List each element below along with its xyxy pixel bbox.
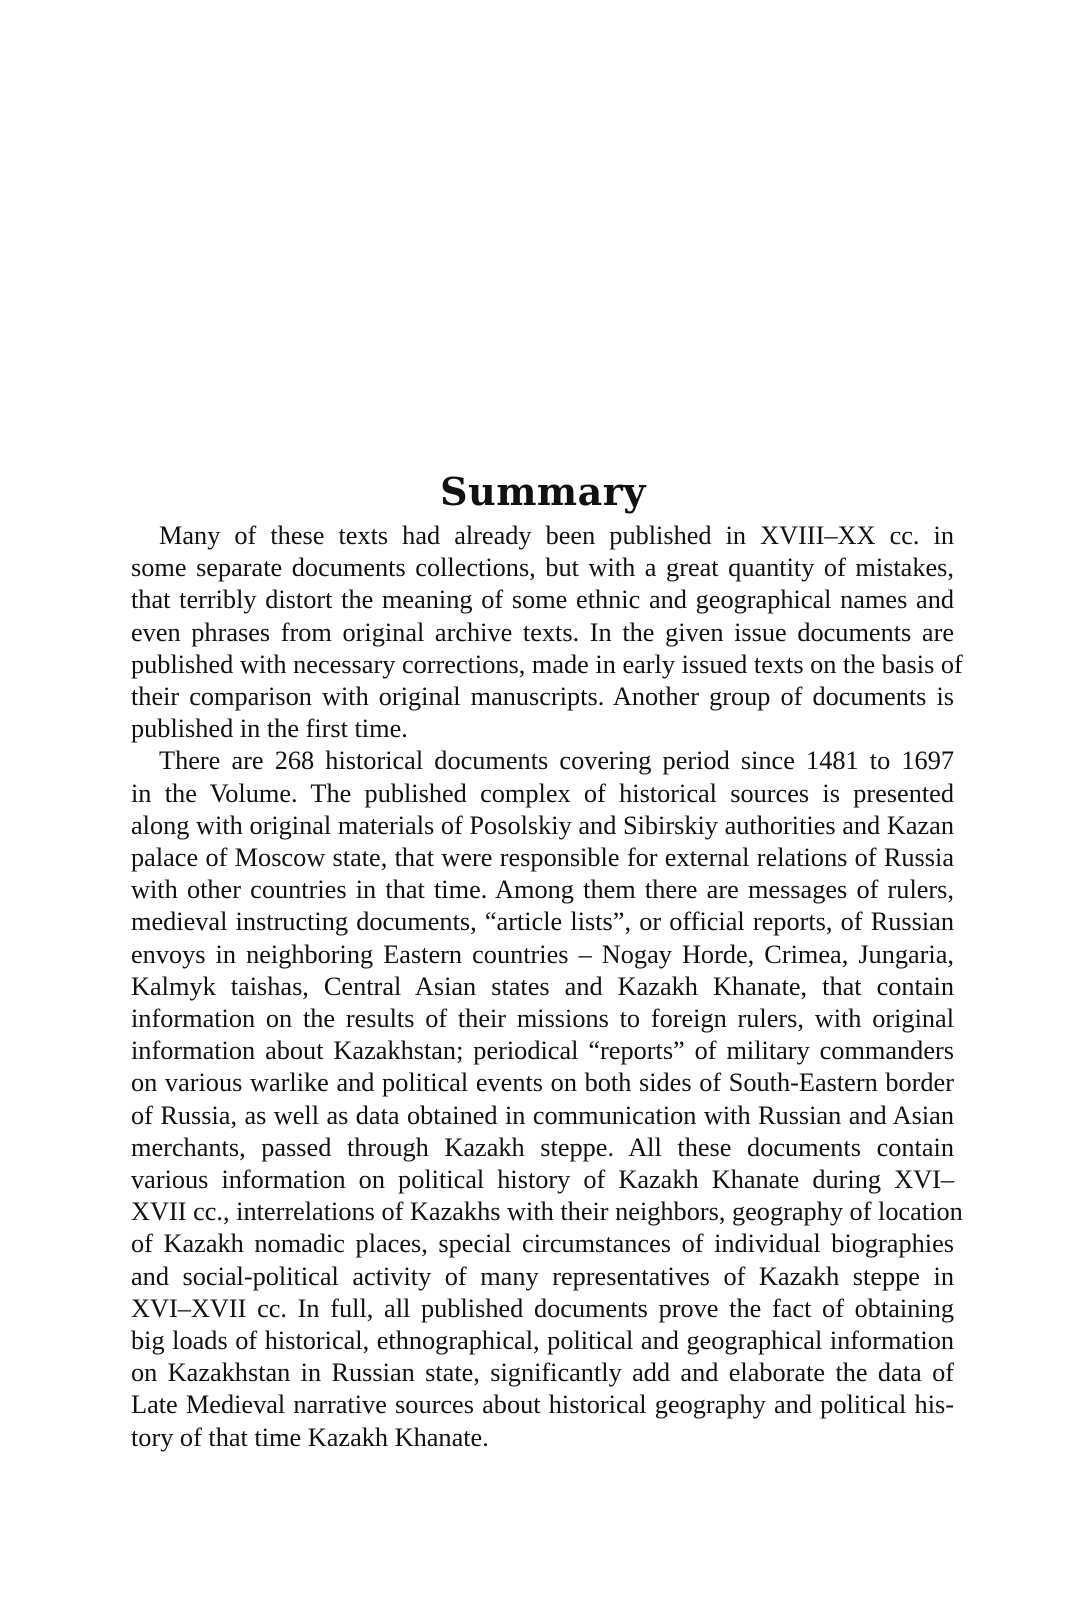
text-line: various information on political history of Kazakh Khanate during XVI– bbox=[131, 1165, 954, 1195]
text-line: Kalmyk taishas, Central Asian states and Kazakh Khanate, that contain bbox=[131, 971, 954, 1001]
text-line: envoys in neighboring Eastern countries – Nogay Horde, Crimea, Jungaria, bbox=[131, 939, 954, 969]
text-line: even phrases from original archive texts. In the given issue documents are bbox=[131, 617, 954, 647]
summary-body bbox=[131, 520, 963, 1454]
text-line: in the Volume. The published complex of historical sources is presented bbox=[131, 778, 954, 808]
text-line: merchants, passed through Kazakh steppe. All these documents contain bbox=[131, 1132, 954, 1162]
text-line: on various warlike and political events on both sides of South-Eastern border bbox=[131, 1068, 954, 1098]
text-line: There are 268 historical documents covering period since 1481 to 1697 bbox=[159, 746, 954, 776]
text-line: information about Kazakhstan; periodical “reports” of military commanders bbox=[131, 1036, 954, 1066]
text-line: Late Medieval narrative sources about historical geography and political his- bbox=[131, 1390, 954, 1420]
paragraph-2 bbox=[131, 745, 963, 1453]
text-line: XVII cc., interrelations of Kazakhs with their neighbors, geography of location bbox=[131, 1197, 963, 1227]
page-title: Summary bbox=[440, 469, 646, 515]
text-line: big loads of historical, ethnographical, political and geographical information bbox=[131, 1326, 954, 1356]
text-line: Many of these texts had already been published in XVIII–XX cc. in bbox=[159, 521, 954, 550]
text-line: along with original materials of Posolskiy and Sibirskiy authorities and Kazan bbox=[131, 810, 954, 840]
text-line: on Kazakhstan in Russian state, significantly add and elaborate the data of bbox=[131, 1358, 954, 1388]
text-line: medieval instructing documents, “article lists”, or official reports, of Russian bbox=[131, 907, 954, 937]
text-line: some separate documents collections, but with a great quantity of mistakes, bbox=[131, 553, 954, 583]
paragraph-1 bbox=[131, 520, 963, 745]
text-line: published in the first time. bbox=[131, 714, 408, 744]
text-line: of Kazakh nomadic places, special circumstances of individual biographies bbox=[131, 1229, 954, 1259]
text-line: that terribly distort the meaning of some ethnic and geographical names and bbox=[131, 585, 954, 615]
text-line: tory of that time Kazakh Khanate. bbox=[131, 1422, 489, 1452]
text-line: published with necessary corrections, made in early issued texts on the basis of bbox=[131, 649, 963, 679]
text-line: XVI–XVII cc. In full, all published documents prove the fact of obtaining bbox=[131, 1293, 954, 1323]
text-line: and social-political activity of many representatives of Kazakh steppe in bbox=[131, 1261, 954, 1291]
text-line: of Russia, as well as data obtained in communication with Russian and Asian bbox=[131, 1100, 954, 1130]
text-line: their comparison with original manuscripts. Another group of documents is bbox=[131, 682, 954, 712]
text-line: palace of Moscow state, that were responsible for external relations of Russia bbox=[131, 843, 954, 873]
text-line: information on the results of their missions to foreign rulers, with original bbox=[131, 1004, 954, 1034]
text-line: with other countries in that time. Among them there are messages of rulers, bbox=[131, 875, 954, 905]
